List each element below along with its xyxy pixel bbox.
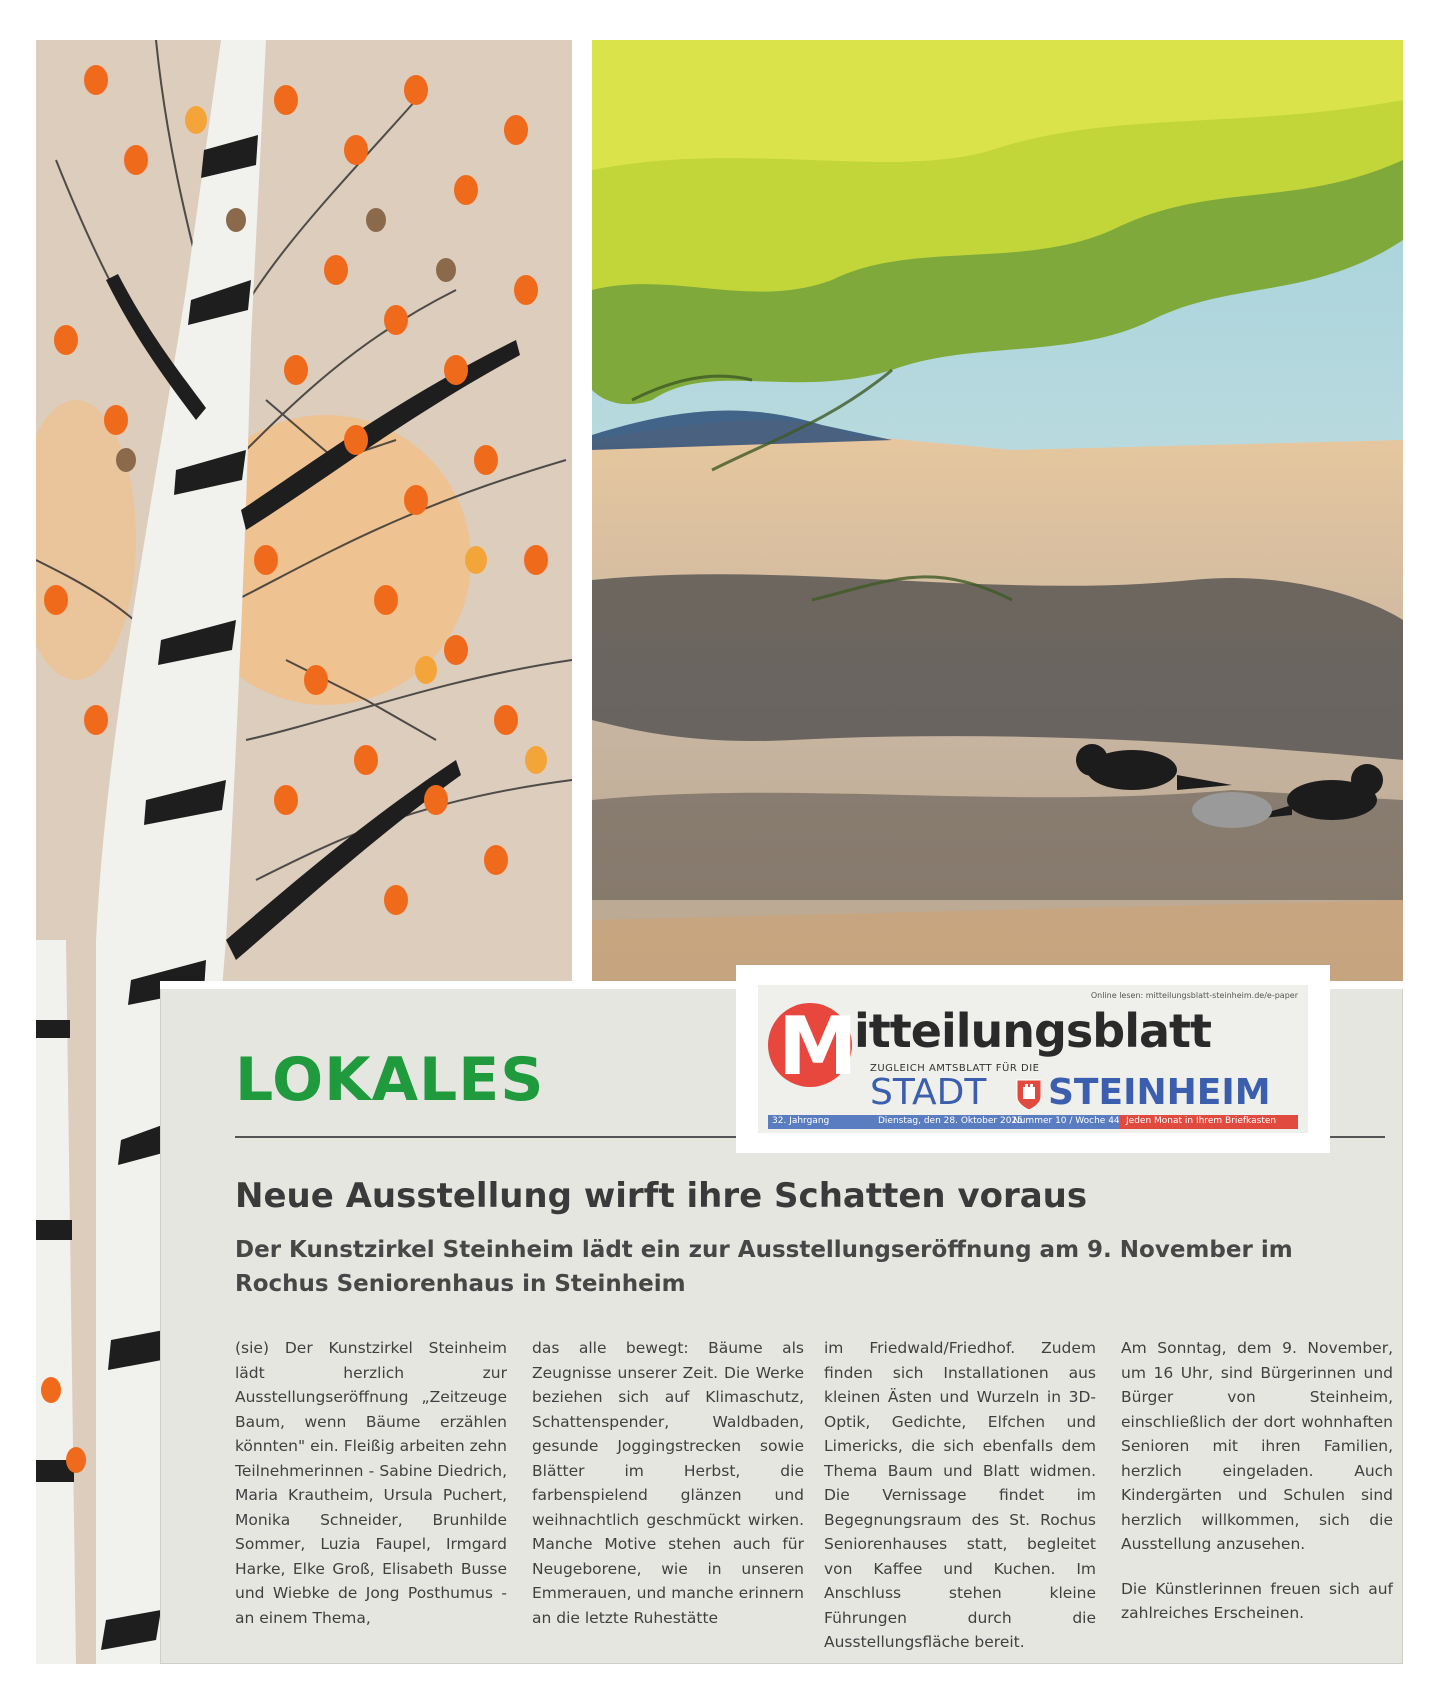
article-column-3: [824, 1336, 1096, 1675]
column-1-text: (sie) Der Kunstzirkel Steinheim lädt herzlich zur Ausstellungseröffnung „Zeitzeuge Baum, wenn Bäume erzählen könnten" ein. Fleißig arbeiten zehn Teilnehmerinnen - Sabine Diedrich, Maria Krautheim, Ursula Puchert, Monika Schneider, Brunhilde Sommer, Luzia Faupel, Irmgard Harke, Elke Groß, Elisabeth Busse und Wiebke de Jong Posthumus - an einem Thema,: [235, 1339, 507, 1627]
article-headline: Neue Ausstellung wirft ihre Schatten voraus: [235, 1176, 1088, 1216]
city-crest-icon: [1016, 1079, 1042, 1111]
column-4-text: Am Sonntag, dem 9. November, um 16 Uhr, sind Bürgerinnen und Bürger von Steinheim, einschließlich der dort wohnhaften Senioren mit ihren Familien, herzlich eingeladen. Auch Kindergärten und Schulen sind herzlich willkommen, sich die Ausstellung anzusehen.: [1121, 1339, 1393, 1553]
column-3-text: im Friedwald/Friedhof. Zudem finden sich Installationen aus kleinen Ästen und Wurzeln in 3D-Optik, Gedichte, Elfchen und Limericks, die sich ebenfalls dem Thema Baum und Blatt widmen. Die Vernissage findet im Begegnungsraum des St. Rochus Seniorenhauses statt, begleitet von Kaffee und Kuchen. Im Anschluss stehen kleine Führungen durch die Ausstellungsfläche bereit.: [824, 1339, 1096, 1651]
article-column-1: [235, 1336, 507, 1650]
article-column-2: [532, 1336, 804, 1650]
tree-beach-birds-painting-icon: [592, 40, 1403, 981]
masthead-zugleich: ZUGLEICH AMTSBLATT FÜR DIE: [870, 1063, 1040, 1074]
masthead-jahrgang: 32. Jahrgang: [772, 1116, 830, 1126]
beach-painting: [592, 40, 1403, 981]
article-subheadline: Der Kunstzirkel Steinheim lädt ein zur Ausstellungseröffnung am 9. November im Rochus Seniorenhaus in Steinheim: [235, 1237, 1293, 1297]
column-2-text: das alle bewegt: Bäume als Zeugnisse unserer Zeit. Die Werke beziehen sich auf Klimaschutz, Schattenspender, Waldbaden, gesunde Joggingstrecken sowie Blätter im Herbst, die farbenspielend glänzen und weihnachtlich geschmückt wirken. Manche Motive stehen auch für Neugeborene, wie in unseren Emmerauen, und manche erinnern an die letzte Ruhestätte: [532, 1339, 804, 1627]
masthead-stadt: STADT: [870, 1072, 987, 1113]
section-title: LOKALES: [235, 1045, 545, 1115]
masthead-online-note: Online lesen: mitteilungsblatt-steinheim.de/e-paper: [1090, 991, 1298, 1000]
article-column-4: [1121, 1336, 1393, 1646]
masthead-title: itteilungsblatt: [854, 1004, 1211, 1058]
masthead: [758, 985, 1308, 1133]
masthead-steinheim: STEINHEIM: [1048, 1072, 1271, 1113]
masthead-nummer: Nummer 10 / Woche 44: [1013, 1116, 1120, 1126]
masthead-slogan: Jeden Monat in Ihrem Briefkasten: [1126, 1116, 1277, 1126]
masthead-logo-letter: M: [778, 1000, 858, 1093]
column-4-closing: Die Künstlerinnen freuen sich auf zahlreiches Erscheinen.: [1121, 1579, 1393, 1622]
masthead-datum: Dienstag, den 28. Oktober 2025: [878, 1116, 1023, 1126]
